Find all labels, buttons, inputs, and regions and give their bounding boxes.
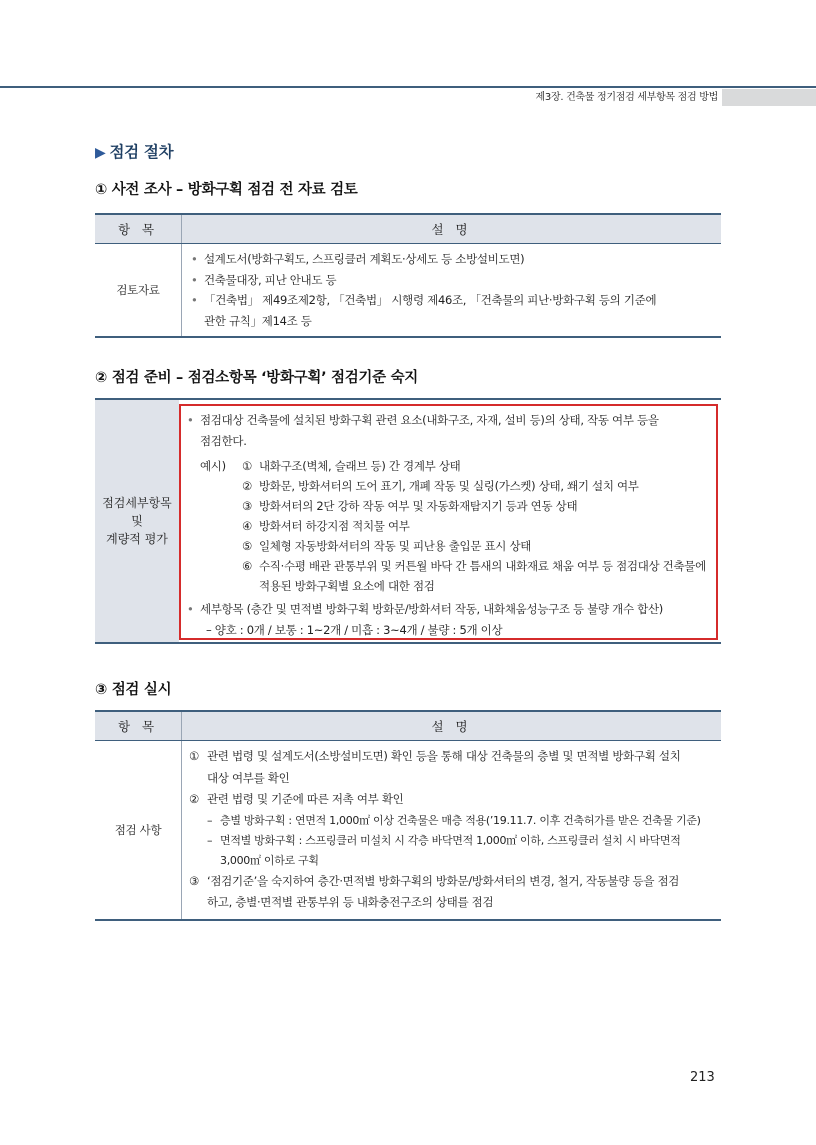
- example-text: 방화문, 방화셔터의 도어 표기, 개폐 작동 및 실링(가스켓) 상태, 쐐기 설치 여부: [259, 479, 639, 493]
- item-number: ②: [189, 792, 200, 806]
- example-number: ①: [242, 459, 253, 473]
- example-row: [187, 456, 710, 476]
- list-item: • 설계도서(방화구획도, 스프링클러 계획도·상세도 등 소방설비도면): [191, 249, 720, 270]
- example-text: 일체형 자동방화셔터의 작동 및 피난용 출입문 표시 상태: [259, 539, 532, 553]
- example-row: [187, 476, 710, 496]
- dash-item: – 면적별 방화구획 : 스프링클러 미설치 시 각층 바닥면적 1,000㎡ 이하, 스프링클러 설치 시 바닥면적: [189, 831, 720, 851]
- page-number: 213: [690, 1070, 715, 1085]
- list-item: [189, 871, 720, 914]
- example-text: 방화셔터의 2단 강하 작동 여부 및 자동화재탐지기 등과 연동 상태: [259, 499, 578, 513]
- list-item: • 세부항목 (층간 및 면적별 방화구획 방화문/방화셔터 작동, 내화채움성능구조 등 불량 개수 합산): [187, 599, 710, 620]
- step2-title: ② 점검 준비 – 점검소항목 ‘방화구획’ 점검기준 숙지: [95, 370, 419, 386]
- list-item-line: 점검대상 건축물에 설치된 방화구획 관련 요소(내화구조, 자재, 설비 등)의 상태, 작동 여부 등을: [200, 413, 659, 427]
- row-label: 검토자료: [95, 244, 182, 338]
- col-header-item: 항 목: [95, 711, 182, 741]
- chapter-header: 제3장. 건축물 정기점검 세부항목 점검 방법: [535, 92, 718, 103]
- step1-title: ① 사전 조사 – 방화구획 점검 전 자료 검토: [95, 182, 358, 198]
- list-item-line: 관한 규칙」제14조 등: [204, 313, 312, 328]
- label-line: 점검세부항목: [102, 496, 172, 510]
- list-item-line: 관련 법령 및 설계도서(소방설비도면) 확인 등을 통해 대상 건축물의 층별 및 면적별 방화구획 설치: [207, 749, 681, 763]
- grade-text: – 양호 : 0개 / 보통 : 1~2개 / 미흡 : 3~4개 / 불량 : 5개 이상: [206, 623, 503, 637]
- section-title: [95, 140, 173, 162]
- list-item-line: 「건축법」 제49조제2항, 「건축법」 시행령 제46조, 「건축물의 피난·방화구획 등의 기준에: [204, 293, 657, 307]
- header-rule: [0, 86, 816, 88]
- list-item: [189, 746, 720, 789]
- example-row: [187, 536, 710, 556]
- example-text: 내화구조(벽체, 슬래브 등) 간 경계부 상태: [259, 459, 461, 473]
- row-desc: [182, 741, 722, 920]
- highlight-box: [179, 404, 718, 640]
- list-item-line: ‘점검기준’을 숙지하여 층간·면적별 방화구획의 방화문/방화셔터의 변경, 철거, 작동불량 등을 점검: [207, 873, 680, 888]
- example-text: 수직·수평 배관 관통부위 및 커튼월 바닥 간 틈새의 내화재료 채움 여부 등 점검대상 건축물에: [259, 559, 706, 573]
- example-number: ②: [242, 479, 253, 493]
- example-text: 적용된 방화구획별 요소에 대한 점검: [259, 579, 435, 593]
- row-label: [95, 400, 179, 642]
- example-number: ⑥: [242, 559, 253, 573]
- list-item: [187, 410, 710, 452]
- item-number: ①: [189, 749, 200, 763]
- list-item: [189, 789, 720, 811]
- row-desc: [182, 244, 722, 338]
- section-title-text: 점검 절차: [109, 143, 174, 161]
- list-item: • 건축물대장, 피난 안내도 등: [191, 270, 720, 291]
- example-row: [187, 576, 710, 596]
- list-item: [191, 290, 720, 331]
- list-item-line: 대상 여부를 확인: [207, 770, 290, 785]
- label-line: 및: [131, 514, 143, 528]
- step1-table: [95, 213, 721, 338]
- triangle-icon: ▶: [95, 145, 106, 161]
- example-row: [187, 556, 710, 576]
- example-row: [187, 516, 710, 536]
- row-label: 점검 사항: [95, 741, 182, 920]
- list-item-line: 관련 법령 및 기준에 따른 저촉 여부 확인: [207, 792, 404, 806]
- example-number: ③: [242, 499, 253, 513]
- example-number: ④: [242, 519, 253, 533]
- step2-table: [95, 398, 721, 644]
- step3-title: ③ 점검 실시: [95, 682, 172, 698]
- dash-item: – 층별 방화구획 : 연면적 1,000㎡ 이상 건축물은 매층 적용(’19.11.7. 이후 건축허가를 받은 건축물 기준): [189, 811, 720, 831]
- col-header-item: 항 목: [95, 214, 182, 244]
- col-header-desc: 설 명: [182, 214, 722, 244]
- dash-item-cont: 3,000㎡ 이하로 구획: [220, 853, 319, 867]
- header-tab: [722, 89, 816, 106]
- col-header-desc: 설 명: [182, 711, 722, 741]
- example-list: [187, 456, 710, 596]
- step3-table: [95, 710, 721, 921]
- list-item-line: 하고, 층별·면적별 관통부위 등 내화충전구조의 상태를 점검: [207, 895, 494, 909]
- example-label: 예시): [200, 459, 226, 473]
- label-line: 계량적 평가: [106, 532, 168, 546]
- item-number: ③: [189, 873, 200, 888]
- list-item-line: 점검한다.: [200, 434, 247, 448]
- example-number: ⑤: [242, 539, 253, 553]
- example-text: 방화셔터 하강지점 적치물 여부: [259, 519, 410, 533]
- example-row: [187, 496, 710, 516]
